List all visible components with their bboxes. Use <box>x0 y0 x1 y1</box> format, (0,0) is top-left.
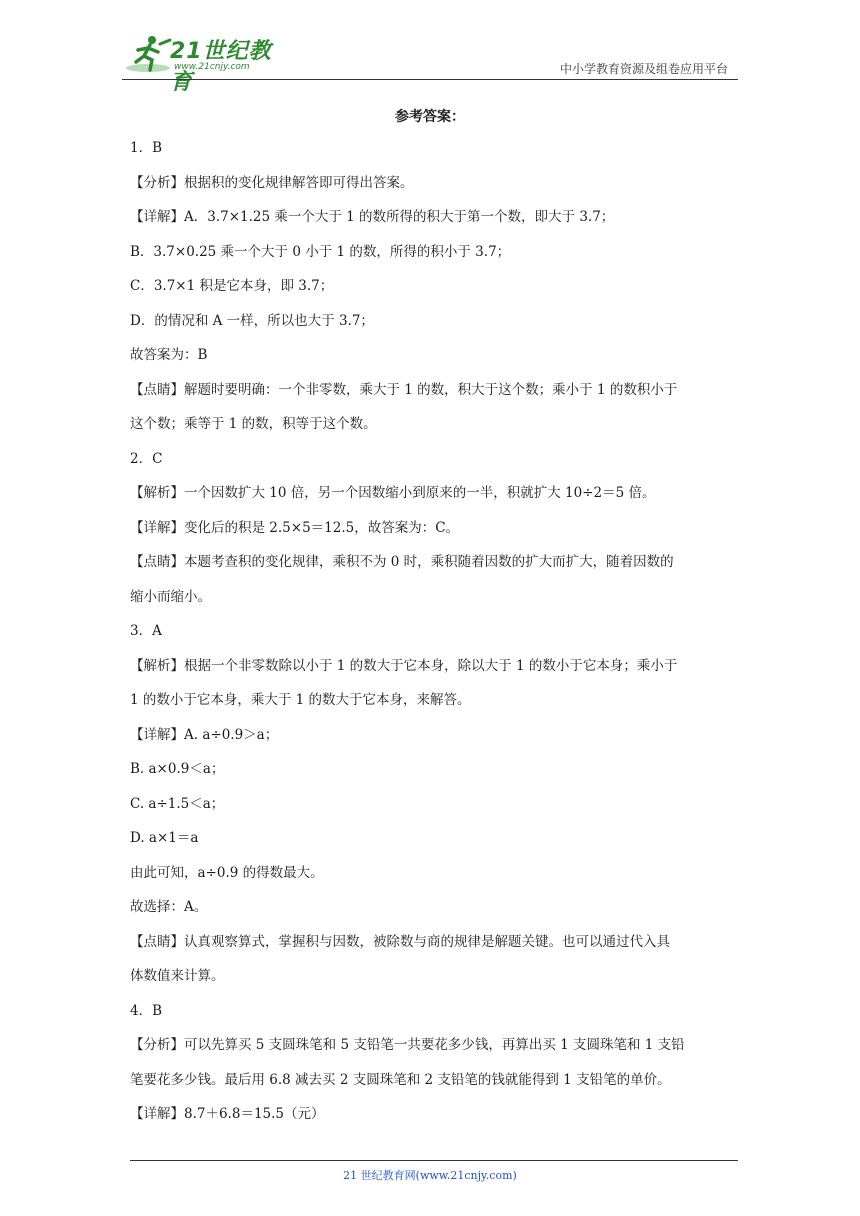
logo-url: www.21cnjy.com <box>174 62 250 72</box>
text-line: 3．A <box>130 623 162 639</box>
text-line: D. a×1＝a <box>130 830 199 846</box>
page-title: 参考答案： <box>395 109 465 125</box>
text-line: 【点睛】解题时要明确：一个非零数，乘大于 1 的数，积大于这个数；乘小于 1 的数积小于 <box>130 381 678 398</box>
text-line: 2．C <box>130 450 163 467</box>
text-line: 【解析】根据一个非零数除以小于 1 的数大于它本身，除以大于 1 的数小于它本身；乘小于 <box>130 657 678 674</box>
text-line: 【分析】可以先算买 5 支圆珠笔和 5 支铅笔一共要花多少钱，再算出买 1 支圆珠笔和 1 支铅 <box>130 1037 685 1053</box>
text-line: 这个数；乘等于 1 的数，积等于这个数。 <box>130 416 377 432</box>
text-line: 【详解】变化后的积是 2.5×5＝12.5，故答案为：C。 <box>130 519 460 536</box>
logo-text: 21世纪教育 <box>170 39 272 95</box>
text-line: C. a÷1.5＜a； <box>130 795 225 812</box>
text-line: B．3.7×0.25 乘一个大于 0 小于 1 的数，所得的积小于 3.7； <box>130 243 511 260</box>
text-line: 1．B <box>130 140 163 156</box>
text-line: 4．B <box>130 1002 163 1019</box>
header-divider <box>122 79 738 80</box>
text-line: 【详解】8.7＋6.8＝15.5（元） <box>130 1106 325 1122</box>
text-line: 笔要花多少钱。最后用 6.8 减去买 2 支圆珠笔和 2 支铅笔的钱就能得到 1 支铅笔的单价。 <box>130 1071 671 1088</box>
text-line: 【详解】A．3.7×1.25 乘一个大于 1 的数所得的积大于第一个数，即大于 3.7； <box>130 209 615 225</box>
text-line: 【点睛】本题考查积的变化规律，乘积不为 0 时，乘积随着因数的扩大而扩大，随着因数的 <box>130 554 674 570</box>
text-line: 由此可知，a÷0.9 的得数最大。 <box>130 864 324 881</box>
text-line: 1 的数小于它本身，乘大于 1 的数大于它本身，来解答。 <box>130 692 471 708</box>
footer-divider <box>130 1160 738 1161</box>
text-line: 故选择：A。 <box>130 899 208 915</box>
header-slogan: 中小学教育资源及组卷应用平台 <box>559 62 728 76</box>
footer-link[interactable]: 21 世纪教育网(www.21cnjy.com) <box>343 1169 517 1182</box>
text-line: 【解析】一个因数扩大 10 倍，另一个因数缩小到原来的一半，积就扩大 10÷2＝5 倍。 <box>130 485 656 501</box>
text-line: 缩小而缩小。 <box>130 588 211 605</box>
logo <box>122 32 292 95</box>
text-line: 故答案为：B <box>130 347 208 363</box>
answer-content <box>130 131 730 1132</box>
text-line: 体数值来计算。 <box>130 968 225 984</box>
text-line: C．3.7×1 积是它本身，即 3.7； <box>130 278 334 294</box>
text-line: 【分析】根据积的变化规律解答即可得出答案。 <box>130 174 414 191</box>
text-line: 【点睛】认真观察算式，掌握积与因数，被除数与商的规律是解题关键。也可以通过代入具 <box>130 933 670 950</box>
text-line: D．的情况和 A 一样，所以也大于 3.7； <box>130 312 374 329</box>
text-line: 【详解】A. a÷0.9＞a； <box>130 726 279 743</box>
text-line: B. a×0.9＜a； <box>130 761 225 777</box>
